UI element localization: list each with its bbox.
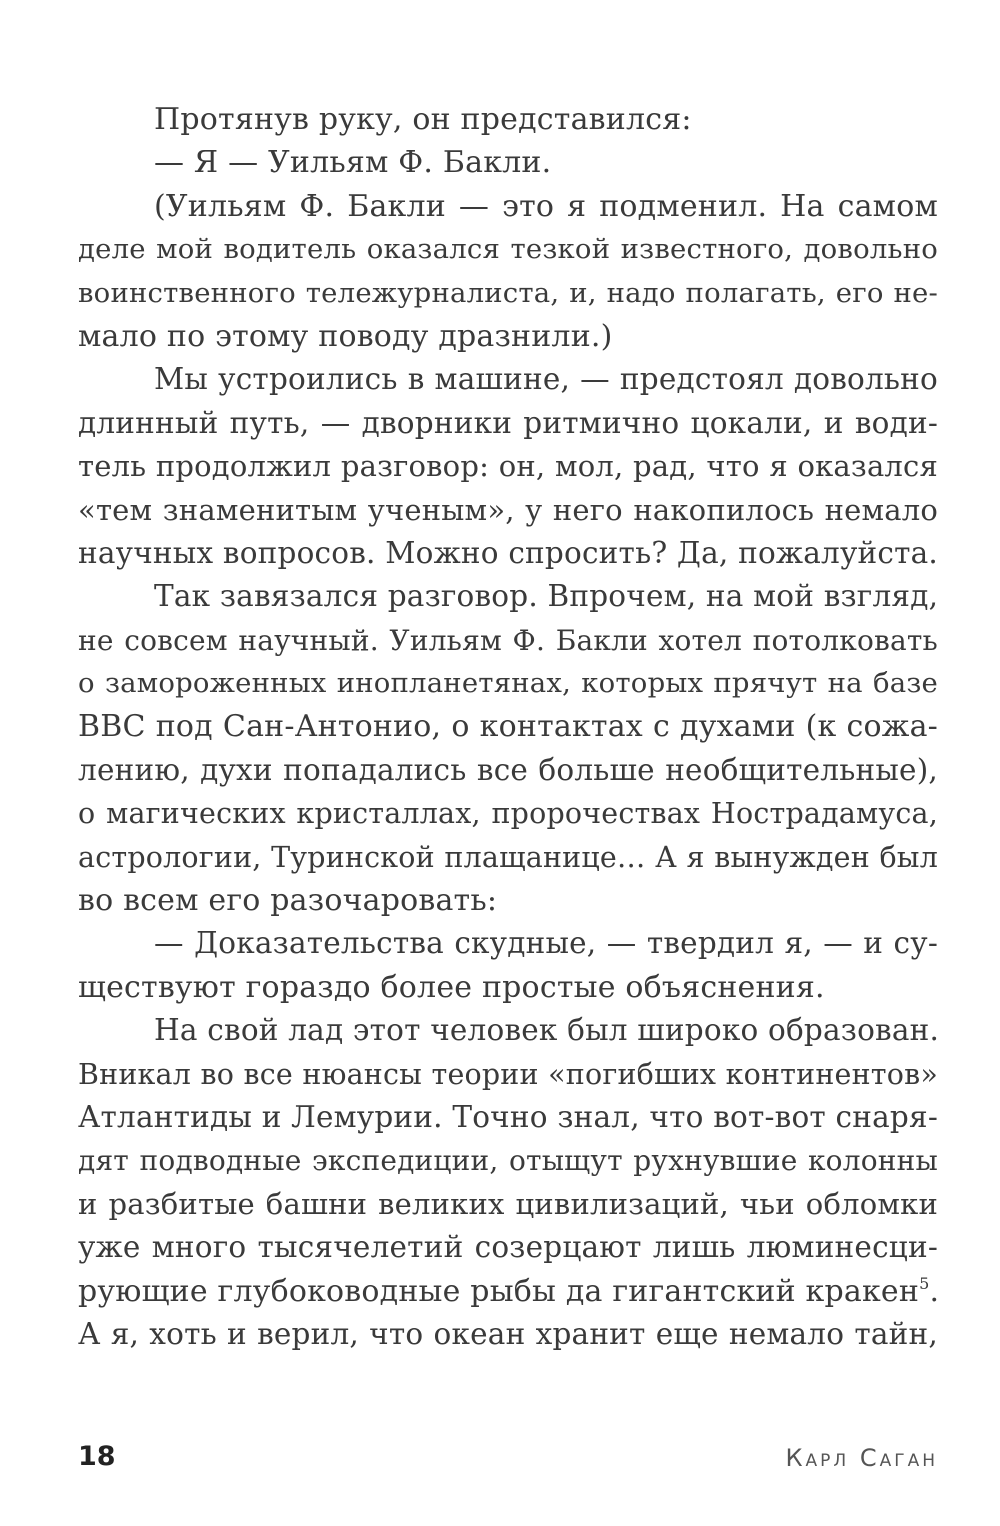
running-head-author: Карл Саган [785,1444,938,1472]
text-line: Протянув руку, он представился: [154,102,692,137]
text-line: — Доказательства скудные, — твердил я, — и су- [154,926,938,961]
text-line: уже много тысячелетий созерцают лишь люминесци- [78,1230,938,1265]
text-line: научных вопросов. Можно спросить? Да, пожалуйста. [78,535,938,570]
text-line-with-footnote [78,1270,938,1313]
text-line: длинный путь, — дворники ритмично цокали, и води- [78,405,938,440]
text-line: А я, хоть и верил, что океан хранит еще немало тайн, [78,1316,938,1351]
text-line: — Я — Уильям Ф. Бакли. [154,145,552,181]
page-number: 18 [78,1441,116,1472]
text-line: Так завязался разговор. Впрочем, на мой взгляд, [154,579,939,614]
text-line: Вникал во все нюансы теории «погибших континентов» [78,1057,938,1091]
text-line: не совсем научный. Уильям Ф. Бакли хотел потолковать [78,623,938,657]
text-line: «тем знаменитым ученым», у него накопилось немало [78,492,938,527]
text-line: о замороженных инопланетянах, которых прячут на базе [78,667,938,700]
text-line: астрологии, Туринской плащанице… А я вынужден был [78,840,938,874]
text-line: ществуют гораздо более простые объяснения. [78,969,825,1005]
text-line: Атлантиды и Лемурии. Точно знал, что вот-вот снаря- [78,1099,938,1134]
body-text [78,98,938,1356]
text-line: деле мой водитель оказался тезкой известного, довольно [78,233,938,266]
text-line: На свой лад этот человек был широко образован. [154,1013,940,1048]
text-line: Мы устроились в машине, — предстоял довольно [154,362,938,397]
text-line: ВВС под Сан-Антонио, о контактах с духами (к сожа- [78,709,938,745]
text-line: о магических кристаллах, пророчествах Нострадамуса, [78,797,938,831]
page-footer [0,1440,1000,1480]
text-line: лению, духи попадались все больше необщительные), [78,752,938,787]
text-line: (Уильям Ф. Бакли — это я подменил. На самом [154,188,938,224]
text-line-body: рующие глубоководные рыбы да гигантский кракен [78,1273,920,1309]
text-line: воинственного тележурналиста, и, надо полагать, его не- [78,276,938,309]
text-line: тель продолжил разговор: он, мол, рад, что я оказался [78,449,938,484]
text-line: во всем его разочаровать: [78,883,498,919]
footnote-marker[interactable]: 5 [919,1273,930,1293]
text-line: мало по этому поводу дразнили.) [78,318,613,354]
text-line: дят подводные экспедиции, отыщут рухнувшие колонны [78,1144,938,1178]
text-line: и разбитые башни великих цивилизаций, чьи обломки [78,1186,938,1221]
text-line-period: . [929,1273,940,1309]
